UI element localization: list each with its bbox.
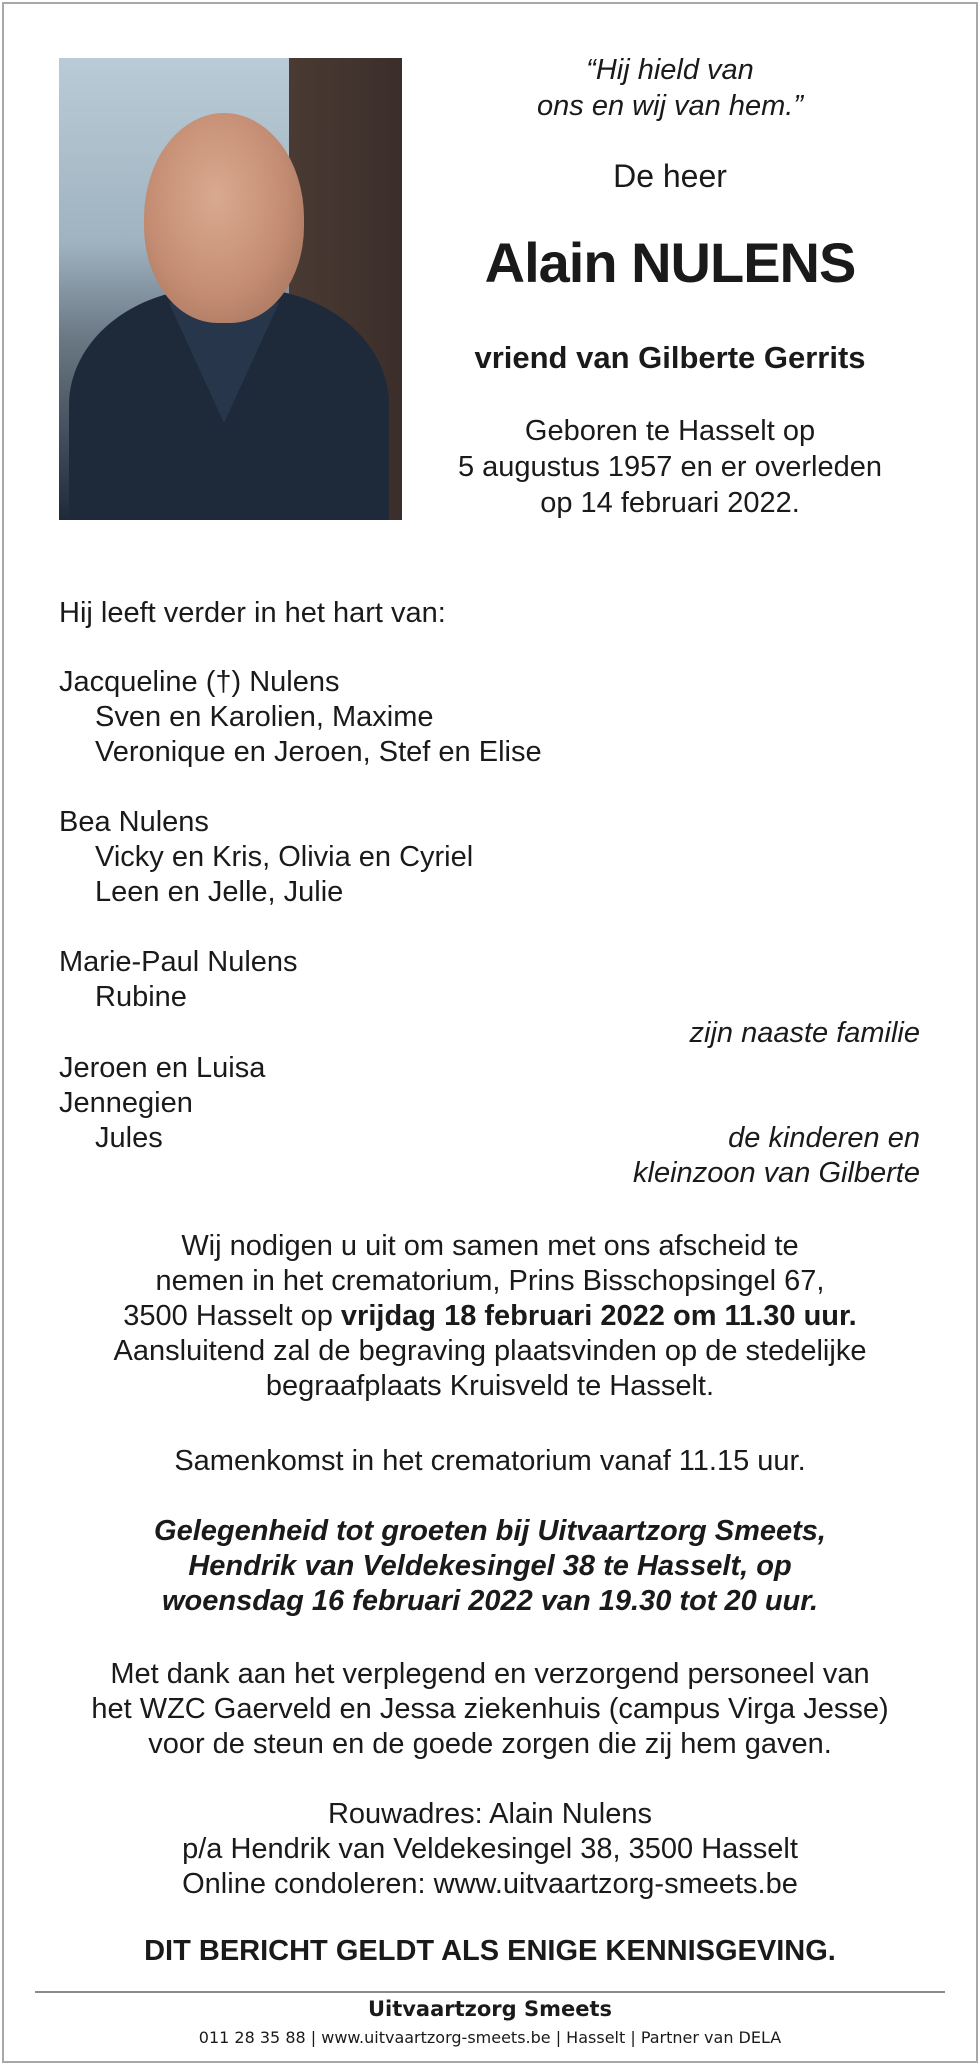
- family-head: Jeroen en Luisa: [59, 1052, 266, 1084]
- ceremony-datetime: vrijdag 18 februari 2022 om 11.30 uur.: [340, 1300, 857, 1332]
- portrait-photo: [59, 58, 402, 520]
- funeral-home-contact: 011 28 35 88 | www.uitvaartzorg-smeets.be | Hasselt | Partner van DELA: [198, 2028, 782, 2047]
- thanks-line: voor de steun en de goede zorgen die zij hem gaven.: [148, 1728, 832, 1760]
- family-member: Leen en Jelle, Julie: [95, 876, 344, 908]
- greetings-line: woensdag 16 februari 2022 van 19.30 tot 20 uur.: [162, 1585, 818, 1617]
- deceased-name: Alain NULENS: [484, 231, 856, 294]
- salutation: De heer: [613, 158, 727, 194]
- family-intro: Hij leeft verder in het hart van:: [59, 597, 446, 629]
- family-member: Sven en Karolien, Maxime: [95, 701, 434, 733]
- family-caption: zijn naaste familie: [689, 1017, 920, 1049]
- quote-line: “Hij hield van: [586, 54, 754, 86]
- birth-line: Geboren te Hasselt op: [524, 415, 816, 447]
- thanks-text: [40, 1657, 940, 1762]
- greetings-text: [40, 1514, 940, 1619]
- greetings-line: Hendrik van Veldekesingel 38 te Hasselt, op: [188, 1550, 792, 1582]
- family-head: Jacqueline (†) Nulens: [59, 666, 340, 698]
- birth-line: op 14 februari 2022.: [540, 487, 800, 519]
- family-head: Jennegien: [59, 1087, 193, 1119]
- photo-face: [144, 113, 304, 323]
- invitation-text: [40, 1229, 940, 1404]
- mourning-address: [40, 1797, 940, 1902]
- thanks-line: Met dank aan het verplegend en verzorgend personeel van: [110, 1658, 870, 1690]
- invite-line: Aansluitend zal de begraving plaatsvinden op de stedelijke: [113, 1335, 867, 1367]
- family-member: Veronique en Jeroen, Stef en Elise: [95, 736, 542, 768]
- address-line: Rouwadres: Alain Nulens: [327, 1798, 652, 1830]
- invite-plain: 3500 Hasselt op: [123, 1300, 341, 1332]
- memorial-quote: [430, 52, 910, 124]
- birth-death-info: [430, 413, 910, 521]
- quote-line: ons en wij van hem.”: [537, 90, 803, 122]
- invite-line: Wij nodigen u uit om samen met ons afscheid te: [181, 1230, 799, 1262]
- thanks-line: het WZC Gaerveld en Jessa ziekenhuis (campus Virga Jesse): [91, 1693, 889, 1725]
- address-line: p/a Hendrik van Veldekesingel 38, 3500 Hasselt: [182, 1833, 798, 1865]
- birth-line: 5 augustus 1957 en er overleden: [457, 451, 883, 483]
- family-caption: kleinzoon van Gilberte: [633, 1157, 920, 1189]
- family-member: Rubine: [95, 981, 187, 1013]
- invite-line: begraafplaats Kruisveld te Hasselt.: [265, 1370, 715, 1402]
- invite-line: [40, 1299, 940, 1334]
- greetings-line: Gelegenheid tot groeten bij Uitvaartzorg Smeets,: [154, 1515, 826, 1547]
- gathering-text: Samenkomst in het crematorium vanaf 11.15 uur.: [174, 1445, 806, 1477]
- family-head: Marie-Paul Nulens: [59, 946, 298, 978]
- family-head: Bea Nulens: [59, 806, 209, 838]
- family-member: Jules: [95, 1122, 163, 1154]
- family-caption: de kinderen en: [728, 1122, 920, 1154]
- address-line: Online condoleren: www.uitvaartzorg-smeets.be: [182, 1868, 798, 1900]
- funeral-home-name: Uitvaartzorg Smeets: [367, 1997, 613, 2021]
- relation-line: vriend van Gilberte Gerrits: [474, 340, 866, 375]
- family-member: Vicky en Kris, Olivia en Cyriel: [95, 841, 474, 873]
- footer-divider: [35, 1991, 945, 1993]
- notice-text: DIT BERICHT GELDT ALS ENIGE KENNISGEVING.: [144, 1935, 836, 1967]
- invite-line: nemen in het crematorium, Prins Bisschopsingel 67,: [155, 1265, 825, 1297]
